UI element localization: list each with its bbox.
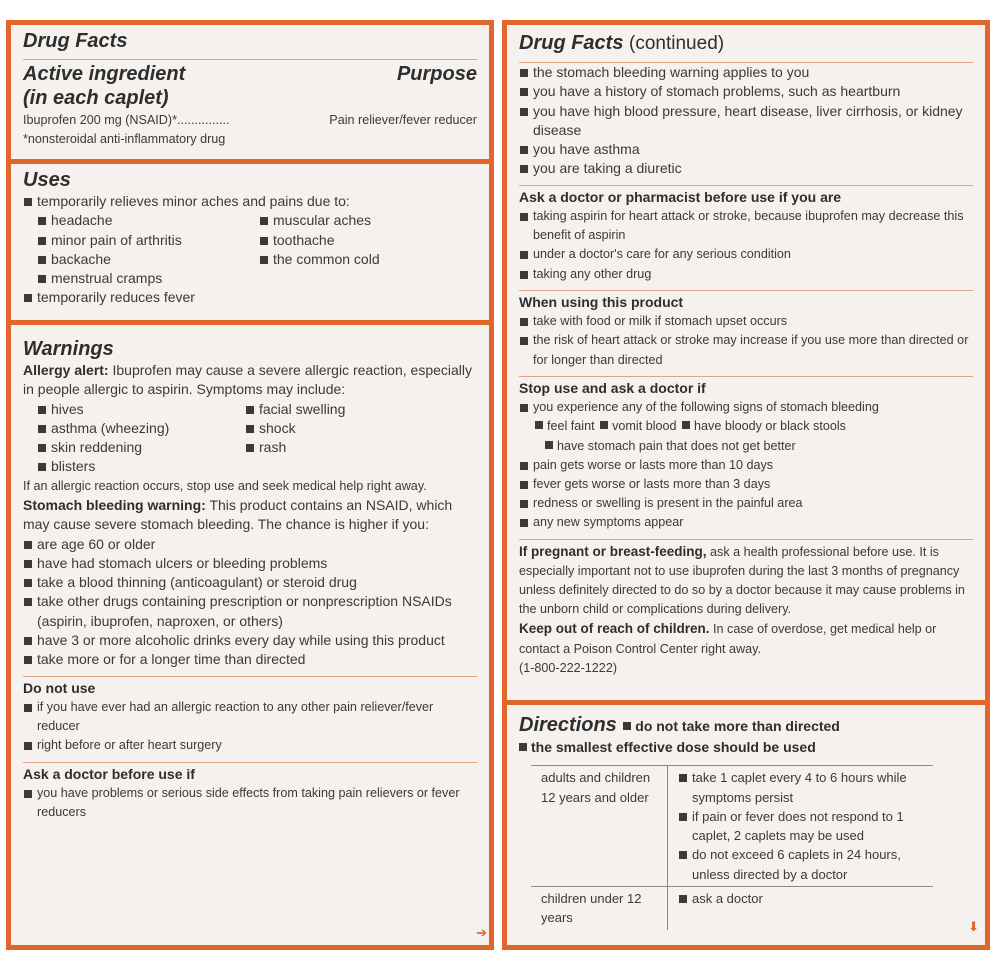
left-panel <box>6 20 494 950</box>
pharmacist-item: under a doctor's care for any serious condition <box>519 245 973 264</box>
pregnant-label: If pregnant or breast-feeding, <box>519 543 707 559</box>
continued-item: you have a history of stomach problems, such as heartburn <box>519 82 973 101</box>
directions-row <box>531 766 933 887</box>
directions-instructions <box>668 887 934 930</box>
directions-table <box>531 765 933 929</box>
stomach-item: take a blood thinning (anticoagulant) or steroid drug <box>23 573 477 592</box>
stomach-text: This product contains an NSAID, which may cause severe stomach bleeding. The chance is higher if you: <box>23 496 453 533</box>
symptom-item: rash <box>245 438 345 457</box>
allergy-after: If an allergic reaction occurs, stop use and seek medical help right away. <box>23 478 427 493</box>
when-using-heading: When using this product <box>519 293 684 310</box>
directions-age-adults: adults and children 12 years and older <box>531 766 668 887</box>
purpose-value: Pain reliever/fever reducer <box>329 113 477 127</box>
uses-section <box>11 164 489 325</box>
continued-item: you have asthma <box>519 140 973 159</box>
footnote: *nonsteroidal anti-inflammatory drug <box>23 132 226 147</box>
stomach-warning <box>23 496 477 535</box>
drug-facts-continued-title <box>519 31 973 56</box>
active-ingredient-sub: (in each caplet) <box>23 87 169 109</box>
use-item: minor pain of arthritis <box>37 231 259 250</box>
symptom-item: facial swelling <box>245 400 345 419</box>
symptom-item: asthma (wheezing) <box>37 419 245 438</box>
sign-item: vomit blood <box>612 419 677 434</box>
do-not-use-heading: Do not use <box>23 679 96 696</box>
uses-intro: temporarily relieves minor aches and pains due to: <box>23 192 477 211</box>
when-using-item: the risk of heart attack or stroke may increase if you use more than directed or for longer than directed <box>519 331 973 369</box>
stop-use-item: fever gets worse or lasts more than 3 days <box>519 475 973 494</box>
ingredient-row <box>23 111 477 130</box>
sign-item: have bloody or black stools <box>694 419 846 434</box>
allergy-text: Ibuprofen may cause a severe allergic reaction, especially in people allergic to aspirin. Symptoms may include: <box>23 362 473 398</box>
stomach-label: Stomach bleeding warning: <box>23 496 206 513</box>
directions-note-2: the smallest effective dose should be used <box>519 738 973 757</box>
pregnant-text: ask a health professional before use. It is especially important not to use ibuprofen during the last 3 months of pregnancy unless definitely directed to do so by a doctor because it may cause problems in the unborn child or complications during delivery. <box>519 544 965 617</box>
warnings-title: Warnings <box>23 338 114 360</box>
children-warning <box>519 619 973 658</box>
children-label: Keep out of reach of children. <box>519 621 710 637</box>
ingredient-line: Ibuprofen 200 mg (NSAID)* <box>23 113 177 127</box>
continued-item: the stomach bleeding warning applies to you <box>519 63 973 82</box>
allergy-label: Allergy alert: <box>23 362 109 378</box>
direction-item: ask a doctor <box>678 889 925 908</box>
do-not-use-item: right before or after heart surgery <box>23 736 477 755</box>
continued-arrow-icon: ⬇ <box>968 919 979 934</box>
drug-facts-section <box>11 25 489 164</box>
stomach-item: are age 60 or older <box>23 535 477 554</box>
use-item: toothache <box>259 231 380 250</box>
use-item: menstrual cramps <box>37 269 259 288</box>
pregnant-warning <box>519 542 973 620</box>
drug-facts-title: Drug Facts <box>23 30 128 52</box>
stop-use-item: redness or swelling is present in the painful area <box>519 494 973 513</box>
symptom-item: hives <box>37 400 245 419</box>
stop-use-intro: you experience any of the following signs of stomach bleeding <box>519 398 973 417</box>
continued-label: (continued) <box>629 33 725 54</box>
right-panel <box>502 20 990 950</box>
stomach-item: have had stomach ulcers or bleeding problems <box>23 554 477 573</box>
direction-item: do not exceed 6 caplets in 24 hours, unless directed by a doctor <box>678 845 925 884</box>
directions-title: Directions <box>519 714 617 736</box>
use-item: backache <box>37 250 259 269</box>
directions-note-1: do not take more than directed <box>621 718 840 734</box>
ask-doctor-item: you have problems or serious side effects from taking pain relievers or fever reducers <box>23 784 477 822</box>
children-text: In case of overdose, get medical help or contact a Poison Control Center right away. <box>519 622 937 656</box>
symptom-item: shock <box>245 419 345 438</box>
sign-item: have stomach pain that does not get better <box>557 438 796 453</box>
stomach-item: have 3 or more alcoholic drinks every day while using this product <box>23 631 477 650</box>
use-item: headache <box>37 211 259 230</box>
stomach-item: take more or for a longer time than directed <box>23 650 477 669</box>
do-not-use-item: if you have ever had an allergic reaction to any other pain reliever/fever reducer <box>23 698 477 736</box>
purpose-heading: Purpose <box>396 63 477 85</box>
when-using-item: take with food or milk if stomach upset occurs <box>519 312 973 331</box>
uses-title: Uses <box>23 169 71 191</box>
continued-item: you are taking a diuretic <box>519 159 973 178</box>
stop-use-heading: Stop use and ask a doctor if <box>519 379 706 396</box>
stomach-item: take other drugs containing prescription or nonprescription NSAIDs (aspirin, ibuprofen, naproxen, or others) <box>23 592 477 631</box>
pharmacist-item: taking aspirin for heart attack or stroke, because ibuprofen may decrease this benefit of aspirin <box>519 207 973 245</box>
symptoms-columns <box>23 400 477 477</box>
directions-age-children: children under 12 years <box>531 887 668 930</box>
poison-control-phone: (1-800-222-1222) <box>519 660 618 675</box>
use-item: muscular aches <box>259 211 380 230</box>
allergy-alert <box>23 361 477 400</box>
directions-section <box>507 705 985 945</box>
uses-columns <box>23 211 477 288</box>
pharmacist-item: taking any other drug <box>519 265 973 284</box>
right-title: Drug Facts <box>519 32 624 54</box>
ask-pharmacist-heading: Ask a doctor or pharmacist before use if you are <box>519 188 842 205</box>
symptom-item: blisters <box>37 457 245 476</box>
ask-doctor-heading: Ask a doctor before use if <box>23 765 195 782</box>
continued-section <box>507 25 985 705</box>
stop-signs-row-2 <box>519 437 973 456</box>
direction-item: if pain or fever does not respond to 1 caplet, 2 caplets may be used <box>678 807 925 846</box>
continued-item: you have high blood pressure, heart disease, liver cirrhosis, or kidney disease <box>519 102 973 141</box>
use-item: the common cold <box>259 250 380 269</box>
stop-use-item: pain gets worse or lasts more than 10 days <box>519 456 973 475</box>
sign-item: feel faint <box>547 419 595 434</box>
stop-use-item: any new symptoms appear <box>519 513 973 532</box>
leader-dots: ............... <box>177 113 230 127</box>
direction-item: take 1 caplet every 4 to 6 hours while symptoms persist <box>678 768 925 807</box>
directions-row <box>531 887 933 930</box>
stop-signs-row <box>519 417 973 436</box>
symptom-item: skin reddening <box>37 438 245 457</box>
directions-instructions <box>668 766 934 887</box>
warnings-section <box>11 325 489 945</box>
continued-arrow-icon: ➔ <box>476 925 487 940</box>
active-ingredient-heading: Active ingredient <box>23 63 186 85</box>
uses-fever: temporarily reduces fever <box>23 288 477 307</box>
